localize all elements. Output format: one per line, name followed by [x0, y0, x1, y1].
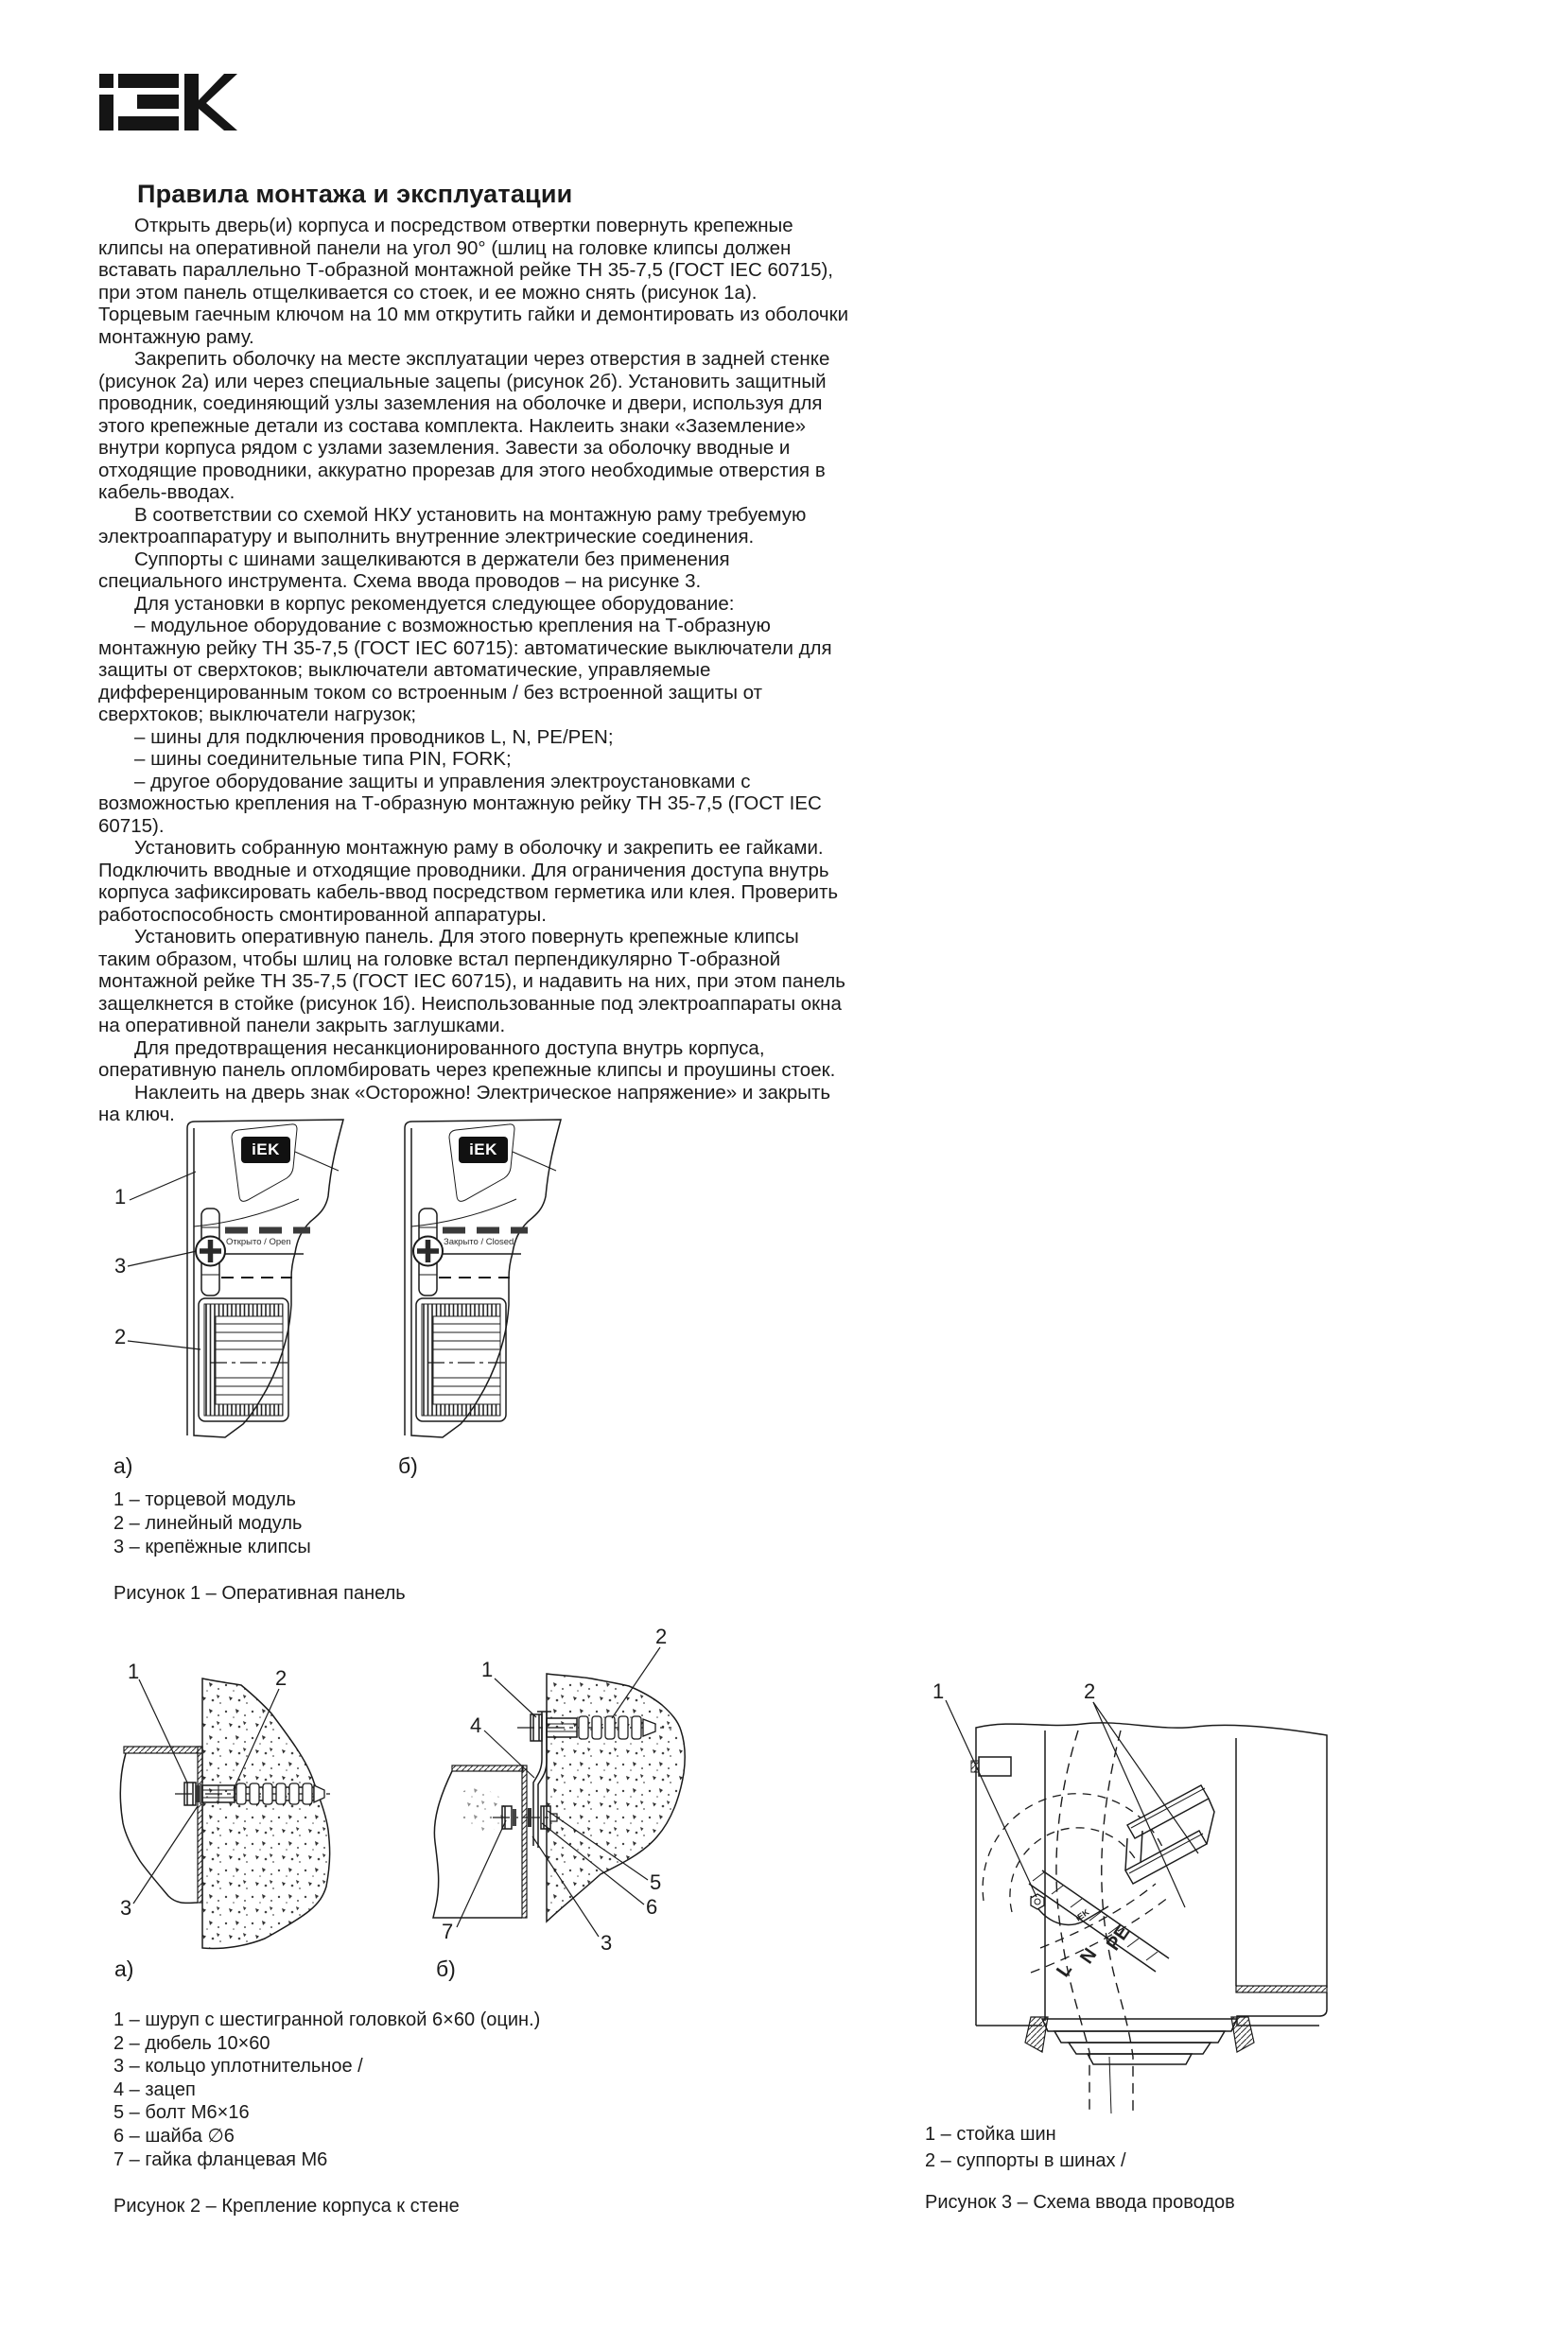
fig1-sub-a: а): [113, 1453, 133, 1478]
fig3-callout-1: 1: [932, 1679, 945, 1703]
page-title: Правила монтажа и эксплуатации: [137, 180, 573, 208]
panel-b-state-label: Закрыто / Closed: [444, 1237, 514, 1247]
paragraph: – другое оборудование защиты и управления электроустановками с возможностью крепления на Т-образную монтажную рейку ТН 35-7,5 (ГОСТ IEC 60715).: [98, 770, 822, 837]
body-text: [98, 215, 850, 1126]
fig2b-callout-4: 4: [470, 1713, 482, 1737]
paragraph: Суппорты с шинами защелкиваются в держатели без применения специального инструмента. Схема ввода проводов – на рисунке 3.: [98, 548, 730, 592]
paragraph: Закрепить оболочку на месте эксплуатации через отверстия в задней стенке (рисунок 2а) или через специальные зацепы (рисунок 2б). Установить защитный проводник, соединяющий узлы заземления на оболочке и двери, используя для этого крепежные детали из состава комплекта. Наклеить знаки «Заземление» внутри корпуса рядом с узлами заземления. Завести за оболочку вводные и отходящие проводники, аккуратно прорезав для этого необходимые отверстия в кабель-вводах.: [98, 348, 830, 503]
paragraph: Установить оперативную панель. Для этого повернуть крепежные клипсы таким образом, чтобы шлиц на головке встал перпендикулярно Т-образной монтажной рейке ТН 35-7,5 (ГОСТ IEC 60715), и надавить на них, при этом панель защелкнется в стойке (рисунок 1б). Неиспользованные под электроаппараты окна на оперативной панели закрыть заглушками.: [98, 926, 845, 1036]
legend-item: 4 – зацеп: [113, 2078, 196, 2100]
fig2b-callout-3: 3: [601, 1931, 613, 1955]
fig1-sub-b: б): [398, 1453, 418, 1478]
fig2b-callout-6: 6: [646, 1895, 658, 1919]
wire-label-pe: PE: [1103, 1922, 1135, 1955]
legend-item: 3 – кольцо уплотнительное /: [113, 2056, 363, 2078]
legend-item: 3 – крепёжные клипсы: [113, 1537, 311, 1557]
legend-item: 1 – шуруп с шестигранной головкой 6×60 (оцин.): [113, 2009, 541, 2030]
panel-b-badge: iEK: [469, 1140, 497, 1158]
fig2b-wall: [547, 1674, 685, 1922]
fig2-sub-b: б): [436, 1957, 456, 1981]
paragraph: Для предотвращения несанкционированного доступа внутрь корпуса, оперативную панель опломбировать через крепежные клипсы и проушины стоек.: [98, 1036, 836, 1081]
paragraph: – шины соединительные типа PIN, FORK;: [134, 748, 512, 770]
fig2-legend: [113, 2009, 540, 2171]
panel-a-state-label: Открыто / Open: [226, 1237, 291, 1247]
fig2a-callout-1: 1: [128, 1660, 140, 1683]
fig2b-callout-2: 2: [655, 1626, 668, 1648]
legend-item: 2 – суппорты в шинах /: [925, 2149, 1126, 2171]
fig1-callout-2: 2: [114, 1325, 127, 1348]
paragraph: Открыть дверь(и) корпуса и посредством отвертки повернуть крепежные клипсы на оперативной панели на угол 90° (шлиц на головке клипсы должен вставать параллельно Т-образной монтажной рейке ТН 35-7,5 (ГОСТ IEC 60715), при этом панель отщелкивается со стоек, и ее можно снять (рисунок 1а). Торцевым гаечным ключом на 10 мм открутить гайки и демонтировать из оболочки монтажную раму.: [98, 215, 849, 348]
fig2b-callout-5: 5: [650, 1870, 662, 1894]
fig3-caption: Рисунок 3 – Схема ввода проводов: [925, 2192, 1235, 2213]
legend-item: 7 – гайка фланцевая М6: [113, 2148, 328, 2170]
figure2-drawing: [90, 1626, 700, 1986]
fig2a-callout-2: 2: [275, 1666, 287, 1690]
paragraph: Установить собранную монтажную раму в оболочку и закрепить ее гайками. Подключить вводные и отходящие проводники. Для ограничения доступа внутрь корпуса зафиксировать кабель-ввод посредством герметика или клея. Проверить работоспособность смонтированной аппаратуры.: [98, 837, 839, 926]
wire-label-n: N: [1076, 1944, 1102, 1968]
legend-item: 1 – стойка шин: [925, 2124, 1056, 2145]
figure3-drawing: [889, 1636, 1381, 2128]
fig2-caption: Рисунок 2 – Крепление корпуса к стене: [113, 2196, 460, 2217]
panel-a-badge: iEK: [252, 1140, 280, 1158]
fig1-callout-1: 1: [114, 1185, 127, 1209]
paragraph: Наклеить на дверь знак «Осторожно! Электрическое напряжение» и закрыть на ключ.: [98, 1081, 831, 1125]
paragraph: – шины для подключения проводников L, N, PE/PEN;: [134, 725, 614, 748]
fig3-legend: [925, 2122, 1126, 2174]
paragraph: Для установки в корпус рекомендуется следующее оборудование:: [134, 592, 735, 615]
fig2-sub-a: а): [114, 1957, 134, 1981]
fig2a-wall: [202, 1678, 330, 1949]
paragraph: В соответствии со схемой НКУ установить на монтажную раму требуемую электроаппаратуру и выполнить внутренние электрические соединения.: [98, 503, 807, 548]
figure1-drawing: [90, 1111, 619, 1485]
iek-logo: [99, 74, 237, 130]
fig2b-callout-1: 1: [481, 1658, 494, 1681]
fig1-callout-3: 3: [114, 1254, 127, 1278]
rail-iek-text: iEK: [1073, 1906, 1091, 1923]
paragraph: – модульное оборудование с возможностью крепления на Т-образную монтажную рейку ТН 35-7,5 (ГОСТ IEC 60715): автоматические выключатели для защиты от сверхтоков; выключатели автоматические, управляемые дифференцированным током со встроенным / без встроенной защиты от сверхтоков; выключатели нагрузок;: [98, 615, 832, 725]
legend-item: 5 – болт М6×16: [113, 2102, 250, 2124]
legend-item: 6 – шайба ∅6: [113, 2125, 235, 2147]
legend-item: 2 – дюбель 10×60: [113, 2032, 270, 2054]
fig3-callout-2: 2: [1084, 1679, 1096, 1703]
fig1-caption: Рисунок 1 – Оперативная панель: [113, 1583, 406, 1604]
legend-item: 2 – линейный модуль: [113, 1513, 303, 1534]
fig2a-callout-3: 3: [120, 1896, 132, 1920]
legend-item: 1 – торцевой модуль: [113, 1489, 296, 1510]
fig2b-callout-7: 7: [442, 1920, 454, 1943]
fig1-legend: [113, 1488, 311, 1559]
wire-label-l: L: [1053, 1959, 1077, 1981]
